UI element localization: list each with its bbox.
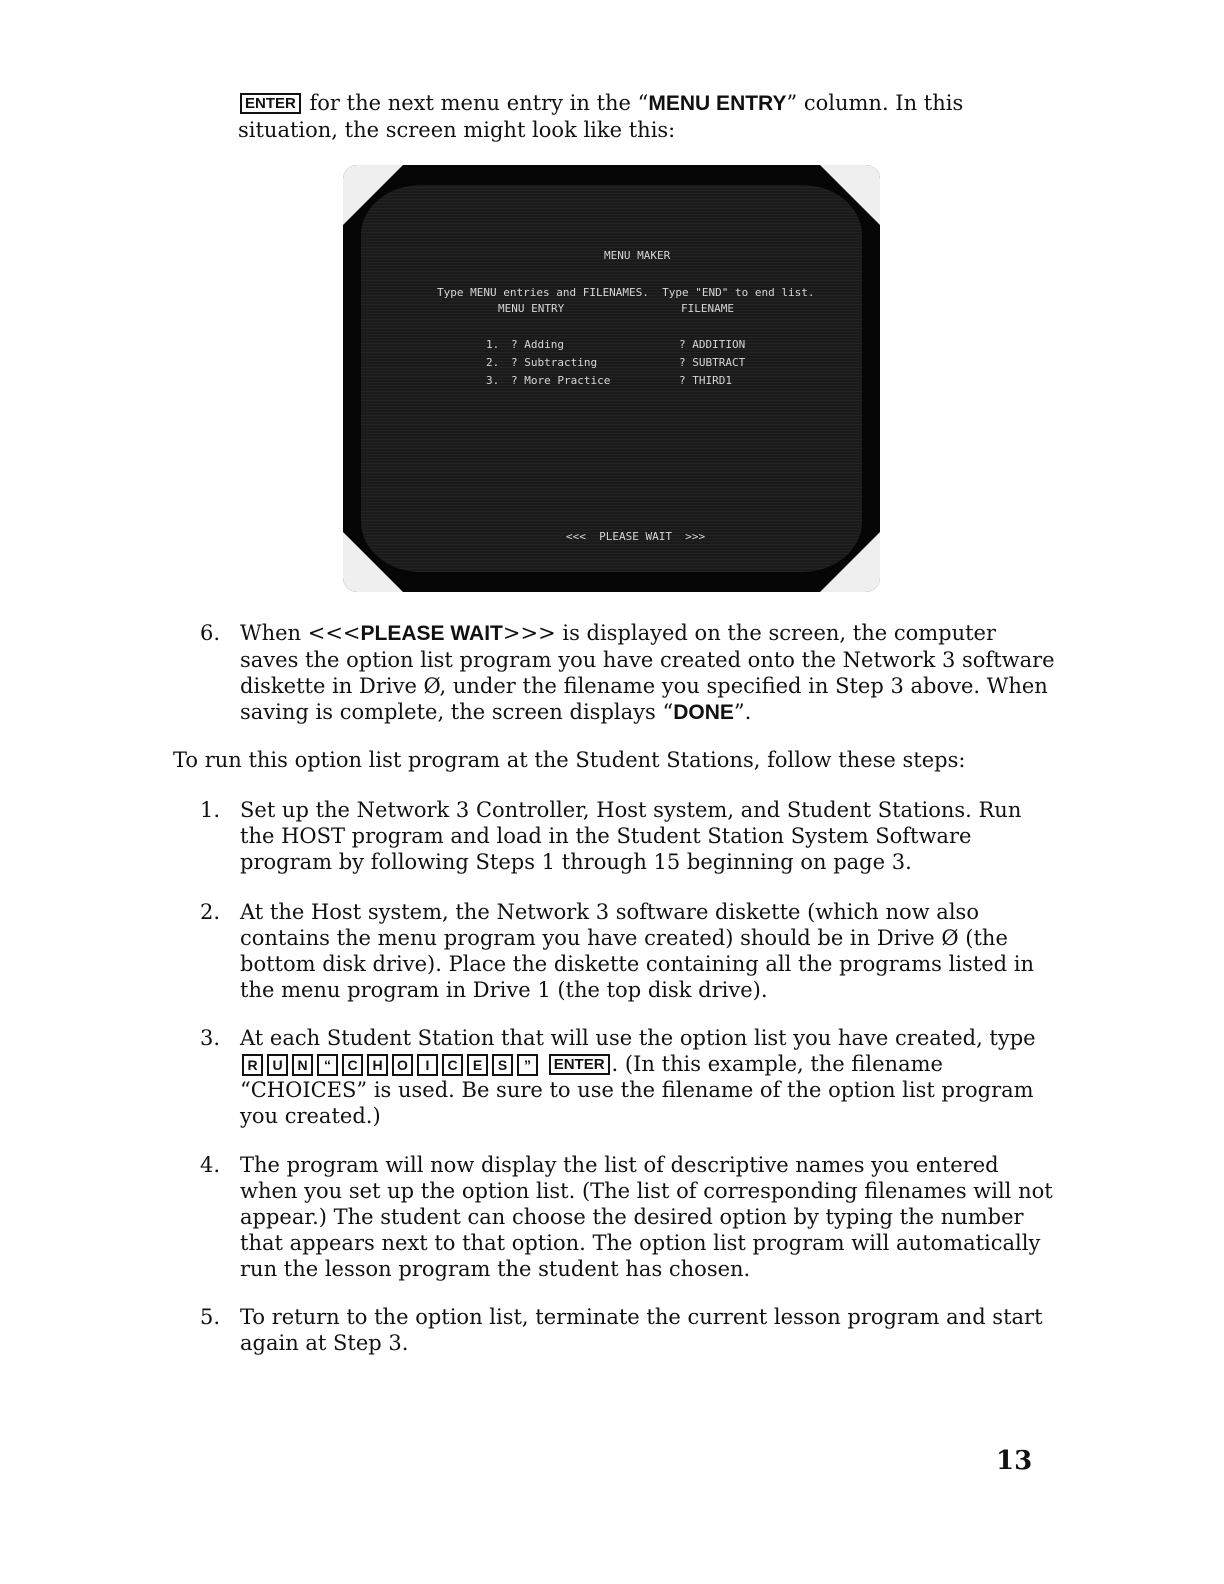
- key-c: C: [342, 1054, 363, 1076]
- key-n: N: [292, 1054, 313, 1076]
- crt-screenshot: [343, 165, 880, 592]
- key-i: I: [417, 1054, 438, 1076]
- step-number: 4.: [200, 1153, 221, 1177]
- step-text: The program will now display the list of descriptive names you entered when you set up the option list. (The list of corresponding filenames will not appear.) The student can choose the desired option by typing the number that appears next to that option. The option list program will automatically run the lesson program the student has chosen.: [240, 1153, 1053, 1281]
- screen-row-entry: ? Adding: [511, 338, 564, 351]
- screen-row-entry: ? Subtracting: [511, 356, 598, 369]
- key-close-quote: ”: [517, 1054, 538, 1076]
- step-6: [200, 620, 1060, 730]
- step-text: At the Host system, the Network 3 software diskette (which now also contains the menu program you have created) should be in Drive Ø (the bottom disk drive). Place the diskette containing all the programs listed in the menu program in Drive 1 (the top disk drive).: [240, 900, 1035, 1002]
- key-u: U: [267, 1054, 288, 1076]
- screen-col-menu-entry: MENU ENTRY: [498, 302, 565, 315]
- screen-row-file: ? THIRD1: [679, 374, 732, 387]
- screen-row-file: ? ADDITION: [679, 338, 746, 351]
- step-number: 1.: [200, 798, 221, 822]
- intro-paragraph: [238, 90, 998, 143]
- screen-row-num: 2.: [486, 356, 500, 369]
- step-text: At each Student Station that will use the option list you have created, type R U N “ C H O I C E S ” ENTER . (In this example, the filename “CHOICES” is used. Be sure to use the filename of the option list program you created.): [240, 1026, 1036, 1128]
- done-label: DONE: [673, 701, 734, 724]
- screen-instruction: Type MENU entries and FILENAMES. Type "END" to end list.: [437, 286, 815, 299]
- step-5: [200, 1304, 1060, 1358]
- step-1: [200, 797, 1060, 877]
- please-wait-label: PLEASE WAIT: [360, 622, 503, 645]
- step-number: 3.: [200, 1026, 221, 1050]
- step-text: Set up the Network 3 Controller, Host system, and Student Stations. Run the HOST program and load in the Student Station System Software program by following Steps 1 through 15 beginning on page 3.: [240, 798, 1022, 874]
- key-h: H: [367, 1054, 388, 1076]
- step-number: 2.: [200, 900, 221, 924]
- key-s: S: [492, 1054, 513, 1076]
- step-text: To return to the option list, terminate the current lesson program and start again at Step 3.: [240, 1305, 1043, 1355]
- step-number: 6.: [200, 621, 221, 645]
- key-o: O: [392, 1054, 413, 1076]
- key-r: R: [242, 1054, 263, 1076]
- screen-row-num: 3.: [486, 374, 500, 387]
- run-heading: To run this option list program at the Student Stations, follow these steps:: [173, 748, 966, 772]
- screen-row-file: ? SUBTRACT: [679, 356, 746, 369]
- page-number: 13: [996, 1446, 1033, 1476]
- menu-entry-label: MENU ENTRY: [648, 92, 787, 115]
- screen-row-num: 1.: [486, 338, 500, 351]
- intro-text-a: for the next menu entry in the “: [302, 91, 649, 115]
- enter-key: ENTER: [549, 1054, 610, 1075]
- key-e: E: [467, 1054, 488, 1076]
- step-4: [200, 1152, 1060, 1284]
- enter-key: ENTER: [240, 93, 301, 114]
- screen-row-entry: ? More Practice: [511, 374, 611, 387]
- intro-text-b: ” column. In this situation, the screen might look like this:: [238, 91, 964, 142]
- step-number: 5.: [200, 1305, 221, 1329]
- screen-please-wait: <<< PLEASE WAIT >>>: [566, 530, 706, 543]
- step-text: When <<<PLEASE WAIT>>> is displayed on the screen, the computer saves the option list program you have created onto the Network 3 software diskette in Drive Ø, under the filename you specified in Step 3 above. When saving is complete, the screen displays “DONE”.: [240, 621, 1055, 724]
- key-open-quote: “: [317, 1054, 338, 1076]
- key-c: C: [442, 1054, 463, 1076]
- step-3: [200, 1025, 1060, 1131]
- step-2: [200, 899, 1060, 1005]
- screen-col-filename: FILENAME: [681, 302, 734, 315]
- crt-display: [361, 185, 862, 572]
- screen-title: MENU MAKER: [604, 249, 671, 262]
